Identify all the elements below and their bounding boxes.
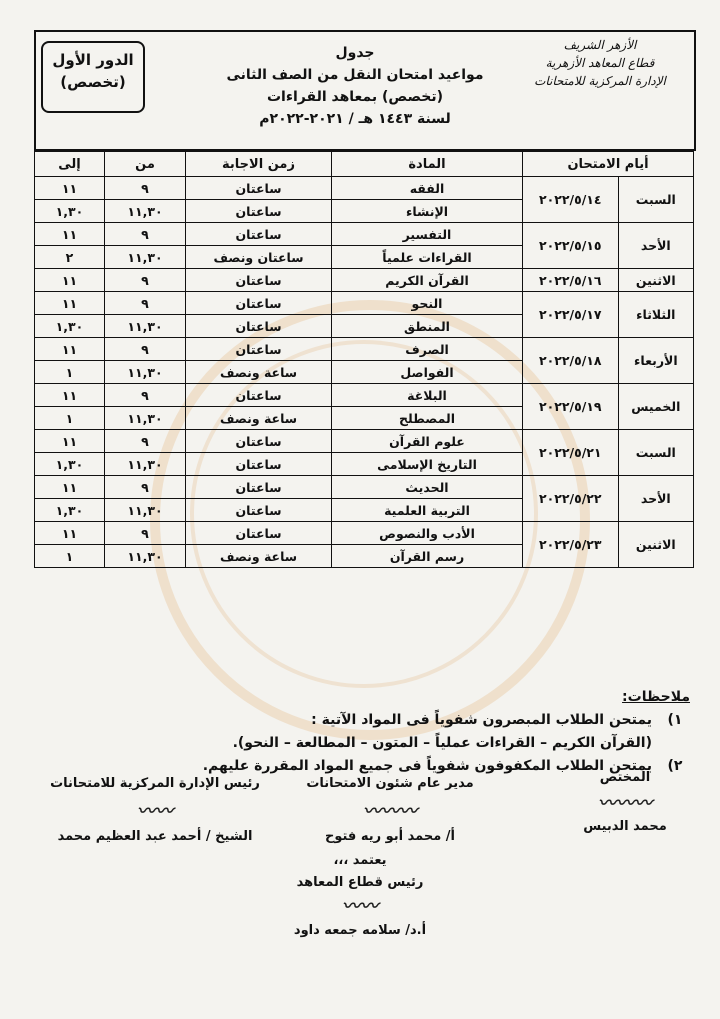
table-row [35, 522, 694, 545]
subject-cell: علوم القرآن [332, 430, 523, 453]
subject-cell: البلاغة [332, 384, 523, 407]
subject-cell: الإنشاء [332, 200, 523, 223]
from-cell: ٩ [105, 522, 186, 545]
table-row [35, 269, 694, 292]
specialist-signature-mark: 〰〰〰 [598, 793, 652, 814]
from-cell: ٩ [105, 476, 186, 499]
document-title [210, 42, 500, 130]
header-duration: زمن الاجابة [186, 152, 332, 177]
to-cell: ١,٣٠ [35, 200, 105, 223]
title-line-2: مواعيد امتحان النقل من الصف الثانى [226, 67, 484, 83]
day-cell: السبت [618, 177, 693, 223]
to-cell: ١١ [35, 430, 105, 453]
subject-cell: الصرف [332, 338, 523, 361]
duration-cell: ساعتان [186, 292, 332, 315]
day-cell: الثلاثاء [618, 292, 693, 338]
day-cell: الخميس [618, 384, 693, 430]
table-row [35, 476, 694, 499]
duration-cell: ساعتان [186, 269, 332, 292]
subject-cell: التاريخ الإسلامى [332, 453, 523, 476]
from-cell: ١١,٣٠ [105, 246, 186, 269]
header-from: من [105, 152, 186, 177]
to-cell: ٢ [35, 246, 105, 269]
from-cell: ٩ [105, 269, 186, 292]
to-cell: ١١ [35, 384, 105, 407]
note-text: يمتحن الطلاب المبصرون شفوياً فى المواد الآتية : [311, 712, 652, 728]
round-label: الدور الأول [52, 51, 134, 69]
to-cell: ١١ [35, 177, 105, 200]
sector-title: رئيس قطاع المعاهد [296, 875, 424, 890]
day-cell: الأحد [618, 476, 693, 522]
from-cell: ٩ [105, 223, 186, 246]
date-cell: ٢٠٢٢/٥/١٦ [523, 269, 619, 292]
date-cell: ٢٠٢٢/٥/١٤ [523, 177, 619, 223]
to-cell: ١١ [35, 292, 105, 315]
from-cell: ١١,٣٠ [105, 545, 186, 568]
organization-block [520, 36, 680, 90]
sector-name: أ.د/ سلامه جمعه داود [293, 923, 427, 938]
specialist-title: المختص [599, 770, 651, 785]
approval-block [260, 850, 460, 942]
date-cell: ٢٠٢٢/٥/٢١ [523, 430, 619, 476]
duration-cell: ساعتان [186, 430, 332, 453]
table-row [35, 338, 694, 361]
subject-cell: الفقه [332, 177, 523, 200]
note-number [660, 732, 690, 755]
to-cell: ١١ [35, 269, 105, 292]
duration-cell: ساعتان [186, 223, 332, 246]
duration-cell: ساعتان [186, 522, 332, 545]
duration-cell: ساعتان [186, 384, 332, 407]
header-subject: المادة [332, 152, 523, 177]
header-days: أيام الامتحان [523, 152, 694, 177]
duration-cell: ساعتان [186, 177, 332, 200]
duration-cell: ساعتان [186, 499, 332, 522]
from-cell: ٩ [105, 292, 186, 315]
subject-cell: رسم القرآن [332, 545, 523, 568]
subject-cell: المصطلح [332, 407, 523, 430]
duration-cell: ساعة ونصف [186, 545, 332, 568]
round-sub-label: (تخصص) [60, 73, 126, 91]
duration-cell: ساعتان [186, 453, 332, 476]
note-item [40, 709, 690, 732]
director-name: أ/ محمد أبو ريه فتوح [324, 829, 456, 844]
to-cell: ١ [35, 361, 105, 384]
title-line-4: لسنة ١٤٤٣ هـ / ٢٠٢١-٢٠٢٢م [259, 111, 451, 127]
table-row [35, 430, 694, 453]
org-line-3: الإدارة المركزية للامتحانات [534, 74, 666, 88]
duration-cell: ساعة ونصف [186, 407, 332, 430]
from-cell: ١١,٣٠ [105, 407, 186, 430]
round-label-box [41, 41, 145, 113]
header-to: إلى [35, 152, 105, 177]
director-title: مدير عام شئون الامتحانات [306, 776, 474, 791]
subject-cell: الفواصل [332, 361, 523, 384]
to-cell: ١ [35, 407, 105, 430]
day-cell: الأربعاء [618, 338, 693, 384]
table-row [35, 292, 694, 315]
from-cell: ١١,٣٠ [105, 361, 186, 384]
org-line-1: الأزهر الشريف [563, 38, 637, 52]
subject-cell: القراءات علمياً [332, 246, 523, 269]
exam-schedule-table [34, 151, 694, 568]
day-cell: السبت [618, 430, 693, 476]
day-cell: الأحد [618, 223, 693, 269]
table-header-row [35, 152, 694, 177]
date-cell: ٢٠٢٢/٥/٢٢ [523, 476, 619, 522]
day-cell: الاثنين [618, 522, 693, 568]
table-body [35, 177, 694, 568]
table-row [35, 223, 694, 246]
title-line-1: جدول [335, 45, 375, 61]
sector-signature-mark: 〰〰 [342, 896, 378, 917]
note-number: ٢) [667, 758, 683, 774]
note-text: يمتحن الطلاب المكفوفون شفوياً فى جميع المواد المقررة عليهم. [202, 758, 652, 774]
from-cell: ٩ [105, 384, 186, 407]
director-signature-block [300, 776, 480, 844]
subject-cell: التربية العلمية [332, 499, 523, 522]
duration-cell: ساعتان ونصف [186, 246, 332, 269]
title-line-3: (تخصص) بمعاهد القراءات [266, 89, 444, 105]
from-cell: ١١,٣٠ [105, 200, 186, 223]
table-row [35, 384, 694, 407]
subject-cell: التفسير [332, 223, 523, 246]
notes-section [40, 686, 690, 778]
subject-cell: الحديث [332, 476, 523, 499]
from-cell: ٩ [105, 430, 186, 453]
specialist-name: محمد الدبيس [583, 819, 667, 834]
director-signature-mark: 〰〰〰 [363, 801, 417, 822]
duration-cell: ساعتان [186, 338, 332, 361]
duration-cell: ساعة ونصف [186, 361, 332, 384]
specialist-signature-block [560, 770, 690, 834]
date-cell: ٢٠٢٢/٥/١٧ [523, 292, 619, 338]
approve-label: يعتمد ،،، [333, 853, 387, 868]
subject-cell: الأدب والنصوص [332, 522, 523, 545]
to-cell: ١١ [35, 522, 105, 545]
note-item [40, 732, 690, 755]
to-cell: ١١ [35, 338, 105, 361]
to-cell: ١ [35, 545, 105, 568]
date-cell: ٢٠٢٢/٥/١٩ [523, 384, 619, 430]
from-cell: ٩ [105, 177, 186, 200]
from-cell: ٩ [105, 338, 186, 361]
head-title: رئيس الإدارة المركزية للامتحانات [50, 776, 260, 791]
to-cell: ١,٣٠ [35, 453, 105, 476]
duration-cell: ساعتان [186, 315, 332, 338]
day-cell: الاثنين [618, 269, 693, 292]
to-cell: ١,٣٠ [35, 315, 105, 338]
from-cell: ١١,٣٠ [105, 453, 186, 476]
note-number: ١) [667, 712, 683, 728]
date-cell: ٢٠٢٢/٥/١٥ [523, 223, 619, 269]
head-signature-mark: 〰〰 [137, 801, 173, 822]
from-cell: ١١,٣٠ [105, 315, 186, 338]
date-cell: ٢٠٢٢/٥/٢٣ [523, 522, 619, 568]
head-name: الشيخ / أحمد عبد العظيم محمد [57, 829, 253, 844]
table-row [35, 177, 694, 200]
subject-cell: المنطق [332, 315, 523, 338]
head-signature-block [40, 776, 270, 844]
to-cell: ١,٣٠ [35, 499, 105, 522]
note-text: (القرآن الكريم – القراءات عملياً – المتون – المطالعة – النحو). [232, 735, 652, 751]
to-cell: ١١ [35, 223, 105, 246]
subject-cell: النحو [332, 292, 523, 315]
duration-cell: ساعتان [186, 476, 332, 499]
duration-cell: ساعتان [186, 200, 332, 223]
org-line-2: قطاع المعاهد الأزهرية [545, 56, 655, 70]
to-cell: ١١ [35, 476, 105, 499]
from-cell: ١١,٣٠ [105, 499, 186, 522]
date-cell: ٢٠٢٢/٥/١٨ [523, 338, 619, 384]
subject-cell: القرآن الكريم [332, 269, 523, 292]
notes-title: ملاحظات: [622, 689, 690, 705]
